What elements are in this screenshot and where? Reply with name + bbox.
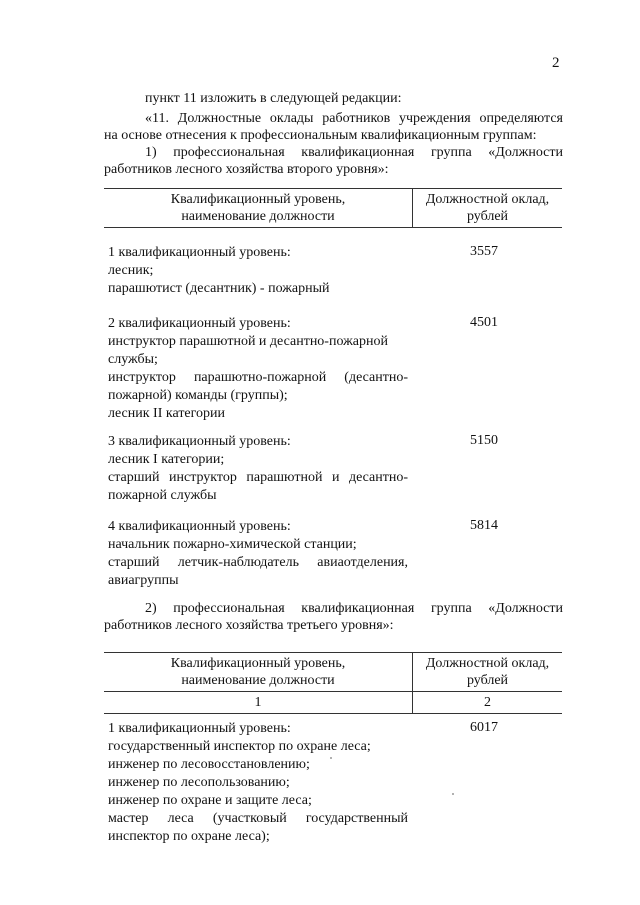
group1-level-2: 2 квалификационный уровень: инструктор парашютной и десантно-пожарной службы; инструктор парашютно-пожарной (десантно- пожарной) команды (группы); лесник II категории: [108, 316, 408, 421]
group2-level-1-salary: 6017: [470, 720, 498, 735]
page-number: 2: [552, 55, 560, 71]
column-number-2: 2: [413, 692, 563, 714]
group1-heading-line-2: работников лесного хозяйства второго уровня»:: [104, 162, 389, 177]
group2-heading-line-1: 2) профессиональная квалификационная группа «Должности: [145, 601, 563, 616]
intro-line-2: «11. Должностные оклады работников учреждения определяются: [145, 111, 563, 126]
group1-level-1: 1 квалификационный уровень: лесник; парашютист (десантник) - пожарный: [108, 245, 330, 296]
scan-speck: [330, 757, 332, 759]
group1-level-2-salary: 4501: [470, 315, 498, 330]
group1-heading-line-1: 1) профессиональная квалификационная группа «Должности: [145, 145, 563, 160]
salary-column-header: Должностной оклад, рублей: [413, 189, 563, 228]
group2-level-1: 1 квалификационный уровень: государственный инспектор по охране леса; инженер по лесовосстановлению; инженер по лесопользованию; инженер по охране и защите леса; мастер леса (участковый государственный инспектор по охране леса);: [108, 721, 408, 844]
group1-level-3-salary: 5150: [470, 433, 498, 448]
intro-line-1: пункт 11 изложить в следующей редакции:: [145, 91, 402, 106]
group2-heading-line-2: работников лесного хозяйства третьего уровня»:: [104, 618, 394, 633]
group1-level-3: 3 квалификационный уровень: лесник I категории; старший инструктор парашютной и десантно- пожарной службы: [108, 434, 408, 503]
group2-table-header: [104, 652, 562, 714]
salary-column-header: Должностной оклад, рублей: [413, 653, 563, 692]
intro-line-3: на основе отнесения к профессиональным квалификационным группам:: [104, 128, 537, 143]
group1-table-header: [104, 188, 562, 228]
group1-level-4-salary: 5814: [470, 518, 498, 533]
group1-level-1-salary: 3557: [470, 244, 498, 259]
column-number-1: 1: [104, 692, 413, 714]
qualification-column-header: Квалификационный уровень, наименование должности: [104, 189, 413, 228]
qualification-column-header: Квалификационный уровень, наименование должности: [104, 653, 413, 692]
group1-level-4: 4 квалификационный уровень: начальник пожарно-химической станции; старший летчик-наблюдатель авиаотделения, авиагруппы: [108, 519, 408, 588]
scan-speck: [452, 793, 454, 795]
